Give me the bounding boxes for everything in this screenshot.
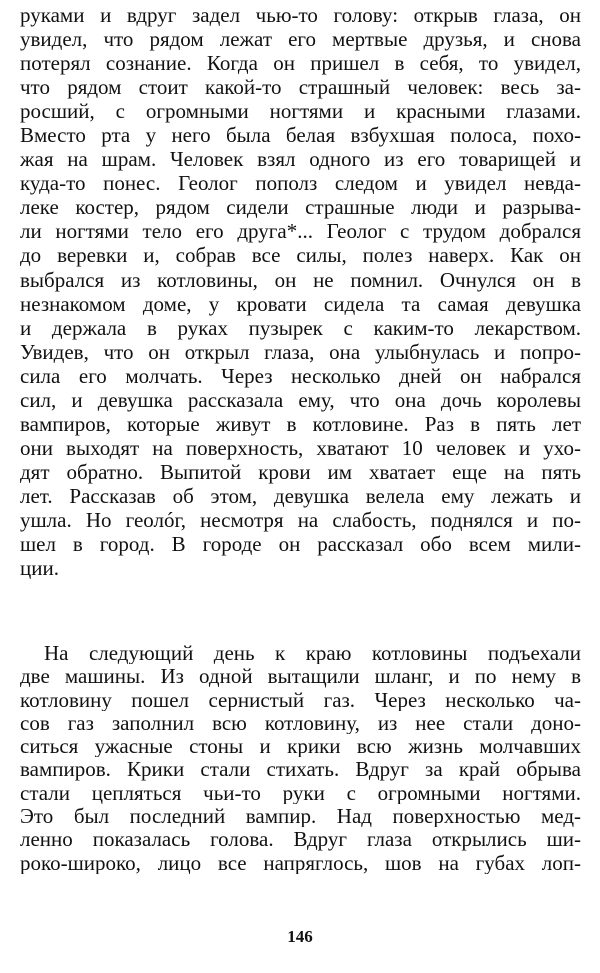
text-line: стали цепляться чьи-то руки с огромными ногтями. (20, 780, 581, 805)
text-line: ции. (20, 556, 59, 581)
text-line: сила его молчать. Через несколько дней он набрался (20, 363, 581, 388)
text-line: росший, с огромными ногтями и красными глазами. (20, 99, 581, 124)
text-line: На следующий день к краю котловины подъехали (44, 641, 581, 665)
text-line: леке костер, рядом сидели страшные люди и разрыва- (20, 195, 581, 220)
text-line: ленно показалась голова. Вдруг глаза открылись ши- (20, 827, 581, 851)
text-line: увидел, что рядом лежат его мертвые друзья, и снова (20, 27, 581, 52)
text-line: незнакомом доме, у кровати сидела та самая девушка (20, 291, 581, 316)
text-line: жая на шрам. Человек взял одного из его товарищей и (20, 147, 581, 172)
text-line: что рядом стоит какой-то страшный человек: весь за- (20, 75, 581, 100)
text-line: куда-то понес. Геолог пополз следом и увидел невда- (20, 171, 581, 196)
text-line: роко-широко, лицо все напряглось, шов на губах лоп- (20, 850, 581, 874)
text-line: две машины. Из одной вытащили шланг, и по нему в (20, 664, 581, 688)
text-line: руками и вдруг задел чью-то голову: открыв глаза, он (20, 3, 581, 27)
text-line: ушла. Но геолóг, несмотря на слабость, поднялся и по- (20, 507, 581, 532)
text-line: и держала в руках пузырек с каким-то лекарством. (20, 315, 581, 340)
text-line: вампиров, которые живут в котловине. Раз в пять лет (20, 411, 581, 436)
text-line: потерял сознание. Когда он пришел в себя, то увидел, (20, 51, 581, 76)
paragraph-2 (20, 641, 581, 874)
text-line: вампиров. Крики стали стихать. Вдруг за край обрыва (20, 757, 581, 781)
text-line: Это был последний вампир. Над поверхностью мед- (20, 804, 581, 828)
text-line: они выходят на поверхность, хватают 10 человек и ухо- (20, 435, 581, 460)
text-line: шел в город. В городе он рассказал обо всем мили- (20, 532, 581, 557)
text-line: сил, и девушка рассказала ему, что она дочь королевы (20, 387, 581, 412)
text-line: лет. Рассказав об этом, девушка велела ему лежать и (20, 483, 581, 508)
page-number: 146 (287, 927, 313, 946)
paragraph-1 (20, 3, 581, 580)
text-line: ситься ужасные стоны и крики всю жизнь молчавших (20, 734, 581, 758)
text-line: выбрался из котловины, он не помнил. Очнулся он в (20, 267, 581, 292)
text-line: ли ногтями тело его друга*... Геолог с трудом добрался (20, 219, 581, 244)
text-line: до веревки и, собрав все силы, полез наверх. Как он (20, 243, 581, 268)
text-line: Увидев, что он открыл глаза, она улыбнулась и попро- (20, 339, 581, 364)
text-line: Вместо рта у него была белая взбухшая полоса, похо- (20, 123, 581, 148)
text-line: дят обратно. Выпитой крови им хватает еще на пять (20, 459, 581, 484)
text-line: сов газ заполнил всю котловину, из нее стали доно- (20, 710, 581, 735)
text-line: котловину пошел сернистый газ. Через несколько ча- (20, 687, 581, 711)
